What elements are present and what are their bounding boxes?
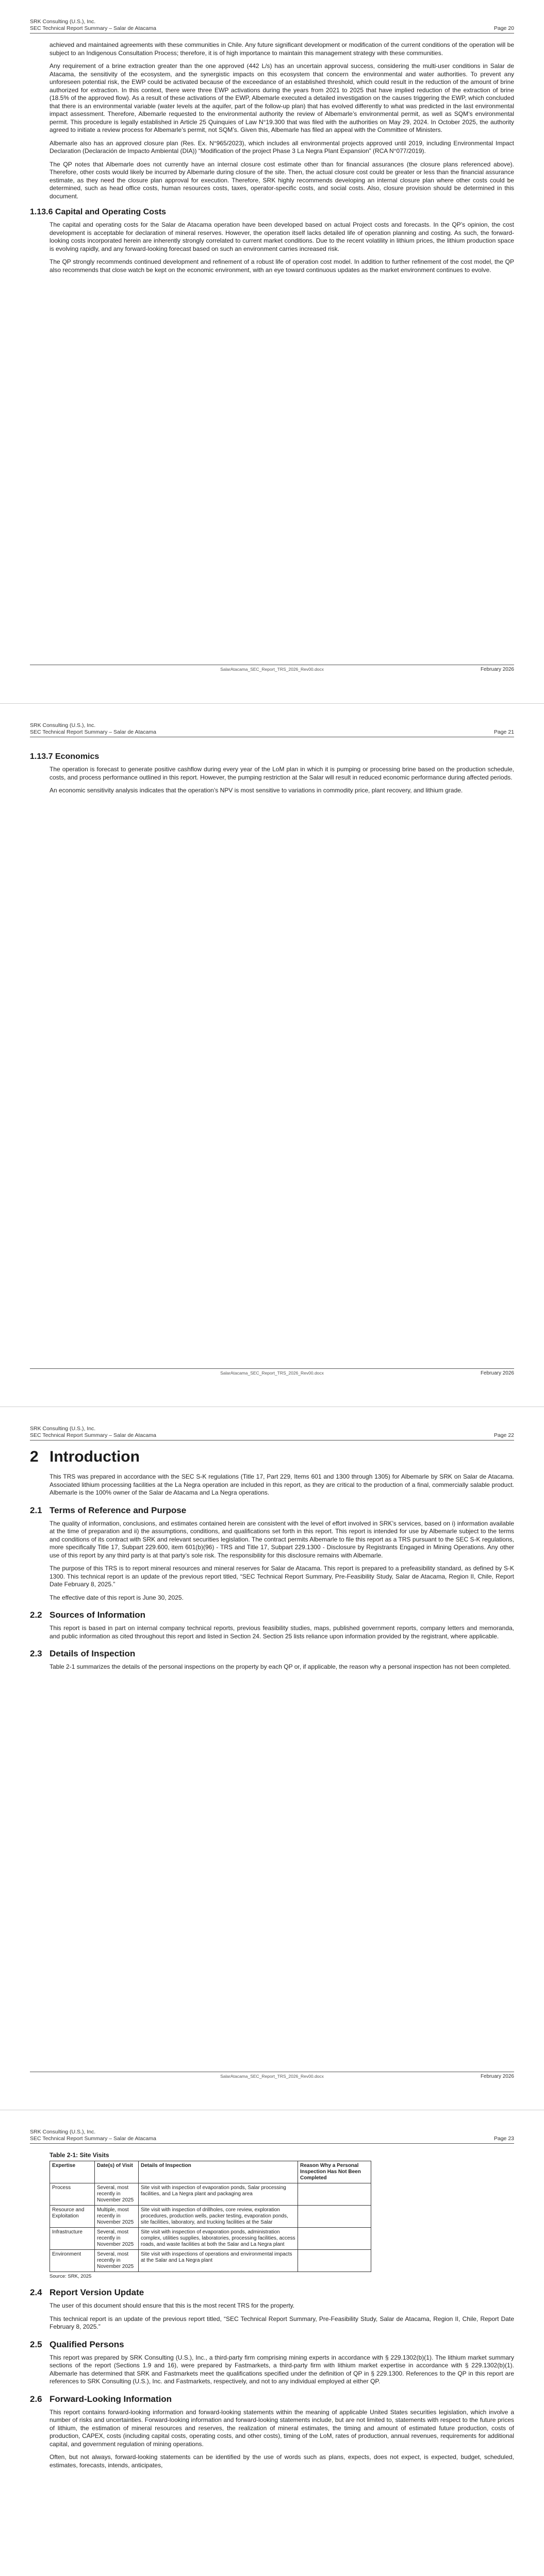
section-heading bbox=[30, 2287, 514, 2298]
table-row bbox=[50, 2250, 371, 2272]
section-title: Qualified Persons bbox=[50, 2339, 124, 2349]
table-cell bbox=[298, 2183, 371, 2206]
paragraph: Table 2-1 summarizes the details of the personal inspections on the property by each QP or, if applicable, the reason why a personal inspection has not been completed. bbox=[50, 1663, 511, 1670]
table-cell: Site visit with inspections of operations and environmental impacts at the Salar and La Negra plant bbox=[139, 2250, 298, 2272]
page-footer bbox=[30, 665, 514, 674]
table-cell bbox=[298, 2228, 371, 2250]
paragraph: The quality of information, conclusions, and estimates contained herein are consistent with the level of effort involved in SRK’s services, based on i) information available at the time of preparation and ii) the assumptions, conditions, and qualifications set forth in this report. This report is intended for use by Albemarle subject to the terms and conditions of its contract with SRK and relevant securities legislation. The contract permits Albemarle to file this report as a TRS pursuant to the SEC S-K regulations, more specifically Title 17, Subpart 229.600, item 601(b)(96) - TRS and Title 17, Subpart 229.1300 - Disclosure by Registrants Engaged in Mining Operations. Any other use of this report by any third party is at that party’s sole risk. The responsibility for this disclosure remains with Albemarle. bbox=[50, 1519, 514, 1559]
header-company: SRK Consulting (U.S.), Inc. bbox=[30, 1426, 96, 1432]
table-cell bbox=[298, 2250, 371, 2272]
section-heading bbox=[30, 2340, 514, 2350]
paragraph: This report was prepared by SRK Consulting (U.S.), Inc., a third-party firm comprising mining experts in accordance with § 229.1302(b)(1). The lithium market summary sections of the report (Sections 1.9 and 16), were prepared by Fastmarkets, a third-party firm with lithium market expertise in accordance with § 229.1302(b)(1). Albemarle has determined that SRK and Fastmarkets meet the qualifications specified under the definition of QP in § 229.1300. References to the QP in this report are references to SRK Consulting (U.S.), Inc. and Fastmarkets, respectively, and not to any individual employed at either QP. bbox=[50, 2353, 514, 2385]
header-report-title: SEC Technical Report Summary – Salar de Atacama bbox=[30, 1432, 156, 1438]
paragraph: This report is based in part on internal company technical reports, previous feasibility studies, maps, published government reports, company letters and memoranda, and public information as cited throughout this report and listed in Section 24. Section 25 lists reliance upon information provided by the registrant, where applicable. bbox=[50, 1624, 514, 1640]
table-caption: Table 2-1: Site Visits bbox=[50, 2151, 109, 2159]
section-number: 2.4 bbox=[30, 2287, 42, 2297]
page-body bbox=[30, 745, 514, 800]
section-number: 2.6 bbox=[30, 2394, 42, 2404]
table-cell: Site visit with inspection of evaporation ponds, administration complex, utilities supplies, laboratories, processing facilities, access roads, and waste facilities at both the Salar and La Negra plant bbox=[139, 2228, 298, 2250]
section-heading bbox=[30, 1610, 514, 1620]
header-company: SRK Consulting (U.S.), Inc. bbox=[30, 722, 96, 728]
section-heading: 1.13.7 Economics bbox=[30, 752, 100, 761]
page-header bbox=[30, 722, 514, 737]
report-page bbox=[0, 2110, 544, 2576]
footer-filename: SalarAtacama_SEC_Report_TRS_2026_Rev00.docx bbox=[220, 667, 324, 672]
table-cell: Several, most recently in November 2025 bbox=[95, 2250, 139, 2272]
paragraph: The capital and operating costs for the Salar de Atacama operation have been developed based on actual Project costs and forecasts. In the QP’s opinion, the cost development is acceptable for declaration of mineral reserves. However, the operation itself lacks detailed life of operation planning and costing. As such, the forward-looking costs incorporated herein are inherently strongly correlated to current market conditions. Due to the recent volatility in lithium prices, the lithium production space is evolving rapidly, and any forward-looking forecast based on such an environment carries increased risk. bbox=[50, 221, 514, 252]
paragraph: This technical report is an update of the previous report titled, “SEC Technical Report Summary, Pre-Feasibility Study, Salar de Atacama, Region II, Chile, Report Date February 8, 2025.” bbox=[50, 2315, 514, 2330]
paragraph: The QP strongly recommends continued development and refinement of a robust life of operation cost model. In addition to further refinement of the cost model, the QP also recommends that close watch be kept on the economic environment, with an eye toward continuous updates as the market environment continues to evolve. bbox=[50, 258, 514, 274]
footer-filename: SalarAtacama_SEC_Report_TRS_2026_Rev00.docx bbox=[220, 1370, 324, 1376]
footer-date: February 2026 bbox=[480, 1370, 514, 1376]
page-number: Page 23 bbox=[493, 2136, 514, 2142]
page-body bbox=[30, 2151, 514, 2475]
table-row bbox=[50, 2228, 371, 2250]
paragraph: This TRS was prepared in accordance with the SEC S-K regulations (Title 17, Part 229, Items 601 and 1300 through 1305) for Albemarle by SRK on Salar de Atacama. Associated lithium processing facilities at the La Negra operation are included in this report, as they are critical to the production of a final, commercially salable product. Albemarle is the 100% owner of the Salar de Atacama and La Negra operations. bbox=[50, 1473, 514, 1496]
table-header-row bbox=[50, 2161, 371, 2183]
page-header bbox=[30, 19, 514, 33]
table-cell bbox=[298, 2206, 371, 2228]
column-header: Details of Inspection bbox=[139, 2161, 298, 2183]
paragraph: Any requirement of a brine extraction greater than the one approved (442 L/s) has an uncertain approval success, considering the multi-user conditions in Salar de Atacama, the sensitivity of the ecosystem, and the synergistic impacts on this ecosystem that concern the environmental and water authorities. To prevent any unforeseen potential risk, the EWP could be activated because of the exceedance of an established threshold, which could result in the reduction of the amount of brine authorized for extraction. In this context, there were three EWP activations during the years from 2021 to 2025 that have implied reduction of the extraction of brine (18.5% of the approved flow). As a result of these activations of the EWP, Albemarle executed a detailed investigation on the causes triggering the EWP, which concluded that there is an environmental variable (water levels at the aquifer, part of the follow-up plan) that has evolved differently to what was predicted in the last environmental impact assessment. Therefore, Albemarle requested to the environmental authority the review of Albemarle’s environmental permit, as well as SQM’s environmental permit. This procedure is legally established in Article 25 Quinquies of Law N°19.300 that was filed with the authorities on May 29, 2024. In October 2025, the authority agreed to initiate a review process for Albemarle’s permit, not SQM’s. Given this, Albemarle has filed an appeal with the Committee of Ministers. bbox=[50, 62, 514, 133]
table-cell: Several, most recently in November 2025 bbox=[95, 2183, 139, 2206]
table-cell: Several, most recently in November 2025 bbox=[95, 2228, 139, 2250]
paragraph: The purpose of this TRS is to report mineral resources and mineral reserves for Salar de Atacama. This report is prepared to a prefeasibility standard, as defined by S-K 1300. This technical report is an update of the previous report titled, “SEC Technical Report Summary, Pre-Feasibility Study, Salar de Atacama, Region II, Chile, Report Date February 8, 2025.” bbox=[50, 1565, 514, 1588]
table-cell: Site visit with inspection of evaporation ponds, Salar processing facilities, and La Negra plant and packaging area bbox=[139, 2183, 298, 2206]
page-number: Page 21 bbox=[493, 729, 514, 735]
table-cell: Environment bbox=[50, 2250, 95, 2272]
paragraph: The QP notes that Albemarle does not currently have an internal closure cost estimate other than for financial assurances (the closure plans referenced above). Therefore, other costs would likely be incurred by Albemarle during closure of the site. Then, the actual closure cost could be greater or less than the financial assurance estimate, as they need the closure plan approval for execution. Therefore, SRK highly recommends developing an internal closure plan where other costs could be determined, such as head office costs, human resources costs, taxes, operator-specific costs, and social costs. Also, closure provision should be determined in this document. bbox=[50, 160, 514, 200]
section-number: 2.2 bbox=[30, 1610, 42, 1620]
paragraph: The operation is forecast to generate positive cashflow during every year of the LoM plan in which it is pumping or processing brine based on the production schedule, costs, and process performance outlined in this report. However, the pumping restriction at the Salar will result in reduced economic performance during affected periods. bbox=[50, 766, 514, 781]
paragraph: This report contains forward-looking information and forward-looking statements within the meaning of applicable United States securities legislation, which involve a number of risks and uncertainties. Forward-looking information and forward-looking statements include, but are not limited to, statements with respect to the future prices of lithium, the estimation of mineral resources and reserves, the realization of mineral estimates, the timing and amount of estimated future production, costs of production, CAPEX, costs (including capital costs, operating costs, and other costs), timing of the LoM, rates of production, annual revenues, requirements for additional capital, and government regulation of mining operations. bbox=[50, 2408, 514, 2448]
report-page bbox=[0, 0, 544, 703]
section-number: 2.1 bbox=[30, 1505, 42, 1515]
header-company: SRK Consulting (U.S.), Inc. bbox=[30, 2129, 96, 2135]
page-body bbox=[30, 1448, 514, 1676]
table-row bbox=[50, 2183, 371, 2206]
page-number: Page 20 bbox=[493, 25, 514, 31]
page-header bbox=[30, 1426, 514, 1440]
table-source: Source: SRK, 2025 bbox=[50, 2274, 92, 2279]
table-cell: Infrastructure bbox=[50, 2228, 95, 2250]
table-row bbox=[50, 2206, 371, 2228]
header-report-title: SEC Technical Report Summary – Salar de Atacama bbox=[30, 25, 156, 31]
section-title: Report Version Update bbox=[50, 2287, 144, 2297]
paragraph: achieved and maintained agreements with these communities in Chile. Any future significant development or modification of the current conditions of the operation will be subject to an Indigenous Consultation Process; therefore, it is of high importance to maintain this management strategy with these communities. bbox=[50, 41, 514, 57]
page-header bbox=[30, 2129, 514, 2144]
table-cell: Resource and Exploitation bbox=[50, 2206, 95, 2228]
header-company: SRK Consulting (U.S.), Inc. bbox=[30, 19, 96, 25]
page-footer bbox=[30, 2072, 514, 2081]
section-number: 2.5 bbox=[30, 2339, 42, 2349]
paragraph: The user of this document should ensure that this is the most recent TRS for the property. bbox=[50, 2302, 295, 2309]
paragraph: An economic sensitivity analysis indicates that the operation’s NPV is most sensitive to variations in commodity price, plant recovery, and lithium grade. bbox=[50, 787, 463, 794]
chapter-number: 2 bbox=[30, 1448, 39, 1465]
table-cell: Site visit with inspection of drillholes, core review, exploration procedures, production wells, packer testing, evaporation ponds, site facilities, laboratory, and trucking facilities at the Salar bbox=[139, 2206, 298, 2228]
section-heading bbox=[30, 1505, 514, 1516]
table-cell: Multiple, most recently in November 2025 bbox=[95, 2206, 139, 2228]
section-title: Forward-Looking Information bbox=[50, 2394, 172, 2404]
paragraph: The effective date of this report is June 30, 2025. bbox=[50, 1594, 184, 1601]
column-header: Expertise bbox=[50, 2161, 95, 2183]
page-body bbox=[30, 41, 514, 279]
section-number: 2.3 bbox=[30, 1649, 42, 1658]
report-page bbox=[0, 703, 544, 1406]
site-visits-table bbox=[50, 2161, 371, 2272]
section-heading bbox=[30, 2394, 514, 2404]
section-title: Details of Inspection bbox=[50, 1649, 136, 1658]
section-heading: 1.13.6 Capital and Operating Costs bbox=[30, 208, 167, 216]
chapter-heading bbox=[30, 1448, 514, 1466]
section-title: Terms of Reference and Purpose bbox=[50, 1505, 187, 1515]
header-report-title: SEC Technical Report Summary – Salar de Atacama bbox=[30, 2136, 156, 2142]
section-heading bbox=[30, 1649, 514, 1659]
table-cell: Process bbox=[50, 2183, 95, 2206]
column-header: Reason Why a Personal Inspection Has Not Been Completed bbox=[298, 2161, 371, 2183]
chapter-title: Introduction bbox=[50, 1448, 140, 1465]
column-header: Date(s) of Visit bbox=[95, 2161, 139, 2183]
paragraph: Albemarle also has an approved closure plan (Res. Ex. N°965/2023), which includes all environmental projects approved until 2019, including Environmental Impact Declaration (Declaración de Impacto Ambiental (DIA)) “Modification of the project Phase 3 La Negra Plant Expansion” (RCA N°077/2019). bbox=[50, 139, 514, 155]
page-number: Page 22 bbox=[493, 1432, 514, 1438]
footer-date: February 2026 bbox=[480, 2074, 514, 2079]
header-report-title: SEC Technical Report Summary – Salar de Atacama bbox=[30, 729, 156, 735]
footer-filename: SalarAtacama_SEC_Report_TRS_2026_Rev00.docx bbox=[220, 2074, 324, 2079]
report-page bbox=[0, 1406, 544, 2110]
page-footer bbox=[30, 1368, 514, 1378]
section-title: Sources of Information bbox=[50, 1610, 146, 1620]
footer-date: February 2026 bbox=[480, 667, 514, 672]
paragraph: Often, but not always, forward-looking statements can be identified by the use of words such as plans, expects, does not expect, is expected, budget, scheduled, estimates, forecasts, intends, anticipates, bbox=[50, 2453, 514, 2469]
